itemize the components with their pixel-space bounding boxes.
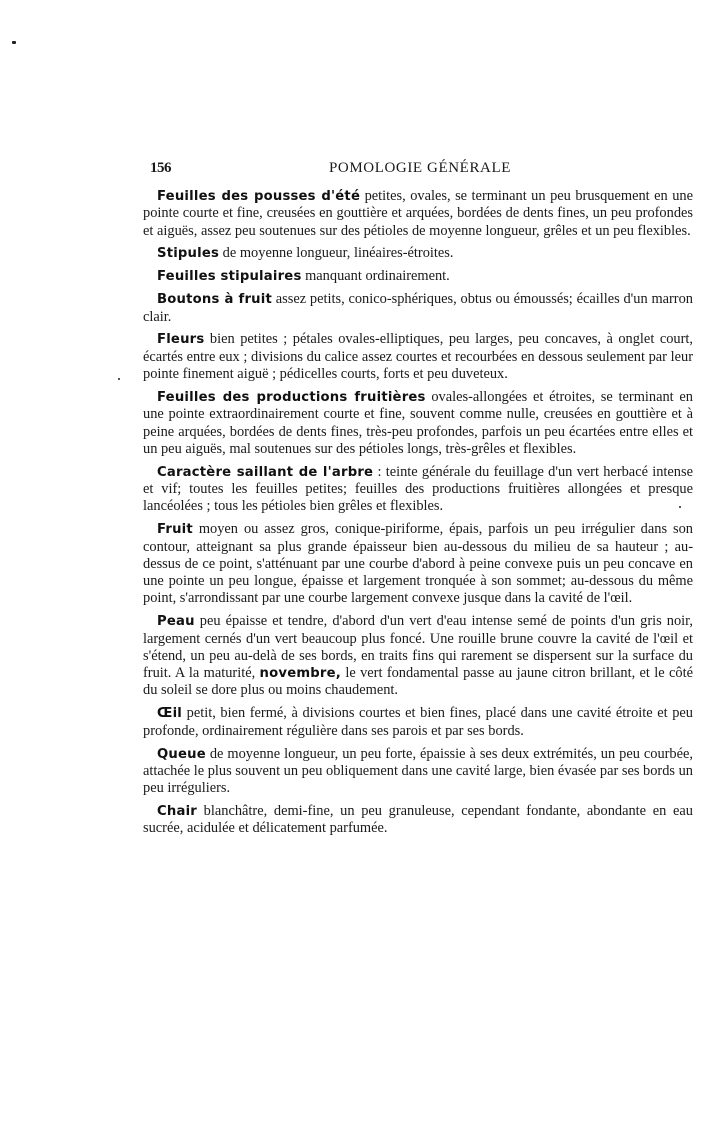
paragraph-text: : teinte générale du feuillage d'un vert herbacé intense et vif; toutes les feuilles petites; feuilles des productions fruitières allongées et presque lancéolées ; tous les pétioles bien grêles et flexibles. [143,463,693,515]
paragraph-caractere-arbre [143,464,693,516]
running-head [150,160,690,180]
paragraph-queue [143,746,693,798]
scan-speck [12,41,16,44]
paragraph-boutons-a-fruit [143,291,693,326]
maturity-month: novembre, [259,666,341,682]
paragraph-text: petites, ovales, se terminant un peu brusquement en une pointe courte et fine, creusées en gouttière et arquées, bordées de dents fines, un peu profondes et aiguës, assez peu soutenues sur des pétioles de moyenne longueur, grêles et un peu flexibles. [143,188,693,239]
paragraph-oeil [143,705,693,740]
paragraph-feuilles-stipulaires [143,268,693,285]
paragraph-feuilles-pousses [143,188,693,240]
paragraph-text: blanchâtre, demi-fine, un peu granuleuse, cependant fondante, abondante en eau sucrée, acidulée et délicatement parfumée. [143,803,693,837]
running-title: POMOLOGIE GÉNÉRALE [328,160,512,176]
paragraph-text: assez petits, conico-sphériques, obtus ou émoussés; écailles d'un marron clair. [143,291,693,325]
paragraph-text: de moyenne longueur, un peu forte, épaissie à ses deux extrémités, un peu courbée, attachée le plus souvent un peu obliquement dans une cavité large, bien évasée par ses bords un peu irréguliers. [143,745,693,797]
paragraph-term: Œil [157,706,183,722]
paragraph-text: ovales-allongées et étroites, se terminant en une pointe extraordinairement courte et fine, souvent comme nulle, creusées en gouttière et à peine arquées, bordées de dents fines, très-peu profondes, parfois un peu écartées entre elles et un peu aiguës, mal soutenues sur des pétioles longs, très-grêles et flexibles. [143,388,693,457]
paragraph-term: Fruit [157,522,193,538]
paragraph-term: Peau [157,614,195,630]
paragraph-term: Feuilles stipulaires [157,269,302,285]
paragraph-text: bien petites ; pétales ovales-elliptiques, peu larges, peu concaves, à onglet court, écartés entre eux ; divisions du calice assez courtes et recourbées en dessous seulement par leur pointe finement aiguë ; pédicelles courts, forts et peu duveteux. [143,331,693,383]
paragraph-text: peu épaisse et tendre, d'abord d'un vert d'eau intense semé de points d'un gris noir, largement cernés d'un vert beaucoup plus foncé. Une rouille brune couvre la cavité de l'œil et s'étend, un peu au-delà de ses bords, en traits fins qui rarement se dispersent sur la surface du fruit. A la maturité, [143,613,693,682]
paragraph-term: Queue [157,746,206,762]
paragraph-term: Caractère saillant de l'arbre [157,464,374,480]
paragraph-term: Feuilles des productions fruitières [157,389,426,405]
paragraph-term: Boutons à fruit [157,292,272,308]
paragraph-text: de moyenne longueur, linéaires-étroites. [219,245,454,262]
paragraph-text: manquant ordinairement. [301,268,450,285]
body-text [143,188,693,843]
paragraph-text-continued: le vert fondamental passe au jaune citron brillant, et le côté du soleil se dore plus ou moins chaudement. [143,665,693,699]
paragraph-peau [143,613,693,699]
paragraph-term: Stipules [157,246,220,262]
page-number: 156 [150,160,171,176]
paragraph-term: Feuilles des pousses d'été [157,189,361,204]
paragraph-chair [143,803,693,838]
scan-speck [118,378,120,380]
paragraph-term: Fleurs [157,332,205,348]
paragraph-stipules [143,245,693,262]
paragraph-text: moyen ou assez gros, conique-piriforme, épais, parfois un peu irrégulier dans son contour, atteignant sa plus grande épaisseur bien au-dessous du milieu de sa hauteur ; au-dessus de ce point, s'atténuant par une courbe d'abord à peine convexe puis un peu concave en une pointe un peu longue, épaisse et largement tronquée à son sommet; au-dessous du même point, s'arrondissant par une courbe largement convexe jusque dans la cavité de l'œil. [143,521,693,607]
paragraph-fleurs [143,331,693,383]
paragraph-feuilles-productions [143,389,693,458]
paragraph-text: petit, bien fermé, à divisions courtes et bien fines, placé dans une cavité étroite et peu profonde, ordinairement régulière dans ses parois et par ses bords. [143,705,693,739]
paragraph-term: Chair [157,804,197,820]
paragraph-fruit [143,521,693,607]
